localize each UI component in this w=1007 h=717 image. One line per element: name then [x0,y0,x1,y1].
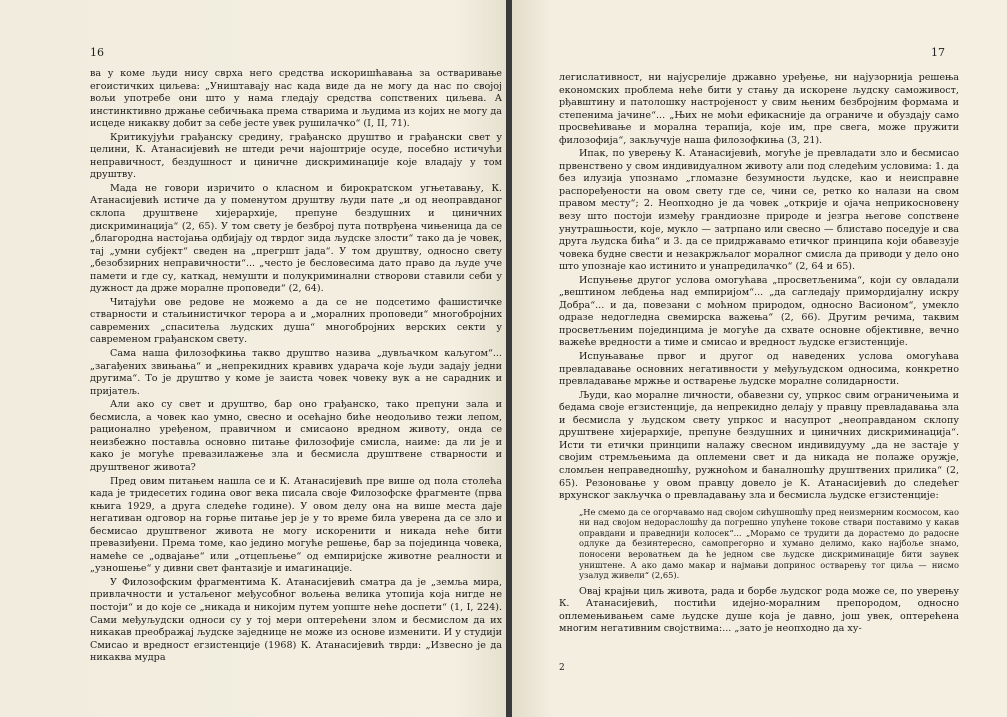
signature-mark: 2 [559,663,565,673]
paragraph: Испуњавање првог и другог од наведених услова омогућава превладавање основних негативности у међуљудском односима, конкретно превладавање мржње и остварење људске моралне солидарности. [559,351,959,388]
page-number-left: 16 [90,46,104,59]
left-page-text [90,68,502,666]
paragraph: Критикујући грађанску средину, грађанско друштво и грађански свет у целини, К. Атанасијевић не штеди речи најоштрије осуде, посебно истичући неправичност, бездушност и циничне дискриминације које владају у том друштву. [90,131,502,181]
right-page-text [559,72,959,637]
right-page [512,0,1007,717]
paragraph: Ипак, по уверењу К. Атанасијевић, могуће је превладати зло и бесмисао првенствено у свом индивидуалном животу али под следећим условима: 1. да без илузија упознамо „гломазне безумности људске, као и неисправне распоређености на овом свету где се, чини се, ретко ко налази на свом правом месту“; 2. Неопходно је да човек „открије и ојача неприкосновену везу што постоји између грандиозне природе и језгра његове сопствене унутрашњости, које, мукло — затрпано или свесно — блиставо поседује и сва друга људска бића“ и 3. да се придржавамо етичког принципа који обавезује човека будне свести и незакржљалог моралног смисла да приводи у дело оно што упознаје као истинито и унапредилачко“ (2, 64 и 65). [559,148,959,273]
paragraph: Мада не говори изричито о класном и бирократском угњетавању, К. Атанасијевић истиче да у поменутом друштву људи пате „и од неоправданог склопа друштвене хијерархије, препуне бездушних и циничних дискриминација“ (2, 65). У том свету је безброј пута потврђена чињеница да се „благородна настојања одбијају од тврдог зида људске злости“ тако да је човек, тај „умни субјект“ сведен на „прегршт јада“. У том друштву, односно свету „безобзирних неправичности“... „често је бесловесима дато право да људе уче памети и где су, каткад, немушти и полукриминални створови ставили себи у дужност да држе моралне проповеди“ (2, 64). [90,182,502,295]
paragraph: Овај крајњи циљ живота, рада и борбе људског рода може се, по уверењу К. Атанасијевић, постићи идејно-моралним препорoдом, односно оплемењивањем саме људске душе која је давно, још увек, оптерећена многим негативним својствима:... „зато је неопходно да ху- [559,585,959,635]
paragraph: легислативност, ни најусpелије државно уређење, ни најузорнија решења економских проблема неће бити у стању да искорене људску саможивост, рђавштину и патолошку настројеност у свим њеним безбројним формама и степенима јачине“... „Њих не моћи ефикасније да ограниче и обуздају само просвећивање и морална терапија, које им, пре свега, може пружити филозофија“, закључује наша филозофкиња (3, 21). [559,72,959,146]
paragraph: Пред овим питањем нашла се и К. Атанасијевић пре више од пола столећа када је тридесетих година овог века писала своје Филозофске фрагменте (прва књига 1929, а друга следеће године). У овом делу она на више места даје негативан одговор на горње питање јер је у то време била уверена да се зло и бесмисао друштвеног живота не могу искоренити и никада неће бити превазиђени. Према томе, као једино могуће решење, бар за појединца човека, намеће се „одвајање“ или „отцепљење“ од емпиријске животне реалности и „узношење“ у дивни свет фантазије и имагинације. [90,475,502,575]
paragraph: Читајући ове редове не можемо а да се не подсетимо фашистичке стварности и стаљинистичког терора а и „моралних проповеди“ многобројних савремених „спаситеља људских душа“ многобројних верских секти у савременом грађанском свету. [90,296,502,346]
paragraph: У Филозофским фрагментима К. Атанасијевић сматра да је „земља мира, привлачности и устаљеног међусобног вољења велика утопија која нигде не постоји“ и до које се „никада и никојим путем уопште неће доспети“ (1, I, 224). Сами међуљудски односи су у тој мери оптерећени злом и бесмислом да их никакав преображај људске заједнице не може из основе изменити. И у студији Смисао и вредност егзистенције (1968) К. Атанасијевић тврди: „Извесно је да никаква мудра [90,576,502,664]
paragraph: ва у коме људи нису сврха него средства искоришћавања за остваривање егоистичких циљева: „Уништавају нас када виде да не могу да нас по својој вољи употребе они што у нама гледају средства сопствених циљева. А инстинктивно држање себичњака према стварима и људима из којих не могу да исцеде никакву добит за себе јесте увек рушилачко“ (I, II, 71). [90,68,502,130]
paragraph: Сама наша филозофкиња такво друштво назива „дувљачком каљугом“... „загађених звињања“ и „непрекидних кравивх ударача које људи задају једни другима“. То је друштво у коме је заиста човек човеку вук а не сарадник и пријатељ. [90,348,502,397]
paragraph: Али ако су свет и друштво, бар оно грађанско, тако препуни зала и бесмисла, а човек као умно, свесно и осећајно биће неодољиво тежи лепом, рационално уређеном, правичном и смисаоно вредном животу, онда се неизбежно поставља основно питање филозофије смисла, наиме: да ли је и како је могуће превазилажење зла и бесмисла друштвене стварности и друштвеног живота? [90,399,502,473]
page-number-right: 17 [931,46,945,59]
block-quote: „Не смемо да се огорчавамо над својом сићушношћу пред неизмерним космосом, као ни над својом недораслошћу да погрешно упућене токове ствари поставимо у какав оправдани и праведнији колосек“... „Морамо се трудити да дорастемо до радосне одлуке да безинтересно, самопрегорно и хумано делимо, како најбоље знамо, поносени вероватњем да ће једном све људске дискриминације бити заувек уништене. А ако дамо макар и најмањи допринос остварењу тог циља — нисмо узалуд живели“ (2,65). [579,506,959,581]
paragraph: Испуњење другог услова омогућава „просветљенима“, који су овладали „вештином лебдења над емпиријом“... „да сагледају примордијалну искру Добра“... и да, повезани с моћном природом, односно Васионом“, умекло одразе недоглeдна свемирска важења“ (2, 66). Другим речима, таквим просветљеним појединцима је могуће да схвате основне објективне, вечно важеће вредности а тиме и смисао и вредност људске егзистенције. [559,274,959,349]
paragraph: Људи, као моралне личности, обавезни су, упркос свим ограничењима и бедама своје егзистенције, да непрекидно делају у правцу превладавања зла и бесмисла у људском свету упркос и насупрот „неоправданом склопу друштвене хијерархије, препуне бездушних и циничних дискриминација“. Исти ти етички принципи налажу свесном индивидууму „да не застаје у својим стремљењима да оплемени свет и да никада не полаже оружје, сломљен неправедношћу, ружнoћом и баналношћу друштвених прилика“ (2, 65). Резоновање у овом правцу довело је К. Атанасијевић до следећег врхунског закључка о превладавању зла и бесмисла људске егзистенције: [559,389,959,502]
